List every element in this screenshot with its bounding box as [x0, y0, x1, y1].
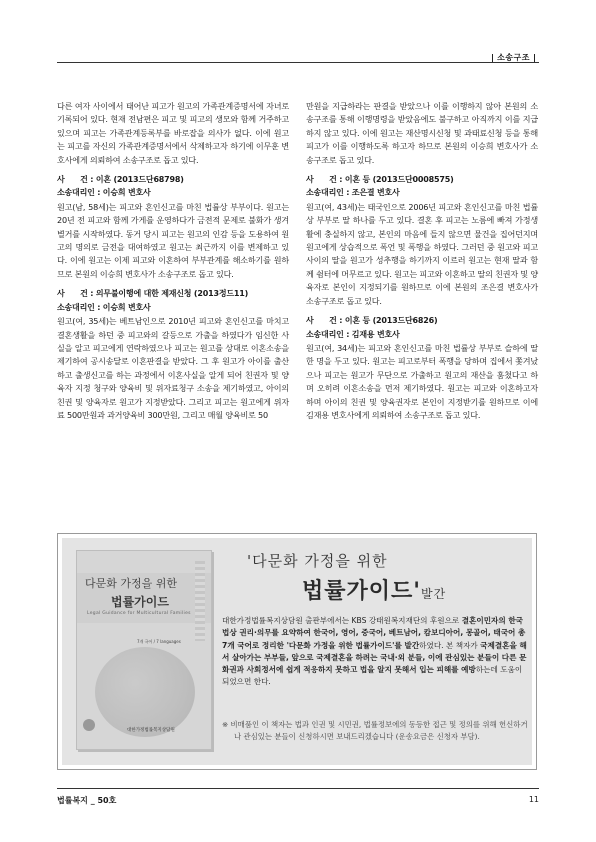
case-title: 사 건 : 이혼 (2013드단68798): [57, 175, 184, 185]
cover-title-line1: 다문화 가정을 위한: [85, 577, 178, 590]
body-emphasis: 결혼이민자의 한국법상 권리·의무를 요약하여 한국어, 영어, 중국어, 베트남어, 캄보디아어, 몽골어, 태국어 총 7개 국어로 정리한 '다문화 가정을 위한 법률가이드'를 발간: [222, 616, 526, 650]
case-block: [57, 287, 289, 422]
section-label-text: 소송구조: [497, 53, 530, 62]
footer-publication: 법률복지 _ 50호: [57, 796, 117, 805]
right-column: [306, 100, 538, 422]
section-label: [488, 52, 539, 63]
left-column: [57, 100, 289, 422]
cover-subtitle: Legal Guidance for Multicultural Families: [87, 611, 191, 616]
right-intro-paragraph: 만원을 지급하라는 판결을 받았으나 이를 이행하지 않아 본원의 소송구조를 통해 이행명령을 받았음에도 불구하고 아직까지 이를 지급하지 않고 있다. 이에 원고는 재산명시신청 및 과태료신청 등을 통해 피고가 이를 이행하도록 하고자 하므로 본원의 이승희 변호사가 소송구조로 돕고 있다.: [306, 101, 538, 165]
case-title: 사 건 : 의무불이행에 대한 제재신청 (2013정드11): [57, 289, 249, 299]
case-agent: 소송대리인 : 조은결 변호사: [306, 188, 400, 198]
cover-title-line2: 법률가이드: [111, 595, 169, 609]
header-rule: [57, 62, 539, 63]
case-text: 원고(여, 43세)는 태국인으로 2006년 피고와 혼인신고를 마친 법률상 부부로 딸 하나를 두고 있다. 결혼 후 피고는 노름에 빠져 가정생활에 충실하지 않고, 본인의 마음에 들지 않으면 물건을 집어던지며 원고에게 상습적으로 폭언 및 폭행을 하였다. 그러던 중 원고와 피고 사이의 딸을 원고가 성추행을 하기까지 이르러 원고는 현재 딸과 함께 쉼터에 머무르고 있다. 원고는 피고와 이혼하고 딸의 친권자 및 양육자로 본인이 지정되기를 원하므로 이에 본원의 조은결 변호사가 소송구조로 돕고 있다.: [306, 201, 538, 306]
case-agent: 소송대리인 : 이승희 변호사: [57, 302, 151, 312]
body-text: 하였다. 본 책자가: [419, 640, 481, 650]
body-text: 하는데 도움이 되었으면 한다.: [222, 665, 523, 687]
case-text: 원고(여, 35세)는 베트남인으로 2010년 피고와 혼인신고를 마치고 결혼생활을 하던 중 피고와의 갈등으로 가출을 하였다가 임신한 사실을 알고 피고에게 연락하였으나 피고는 원고를 상대로 이혼소송을 제기하여 공시송달로 이혼판결을 받았다. 그 후 원고가 아이를 출산하고 출생신고를 하는 과정에서 이혼사실을 알게 되어 친권자 및 양육자 지정 청구와 양육비 및 위자료청구 소송을 제기하였고, 아이의 친권 및 양육자로 원고가 지정받았다. 그리고 피고는 원고에게 위자료 500만원과 과거양육비 300만원, 그리고 매월 양육비로 50: [57, 316, 289, 420]
body-emphasis: 국제결혼을 해서 살아가는 부부들, 앞으로 국제결혼을 하려는 국내·외 분들, 이에 관심있는 분들이 다른 문화권과 사회정서에 쉽게 적응하지 못하고 법을 알지 못해서 입는 피해를 예방: [222, 640, 527, 675]
headline-suffix: 발간: [421, 587, 447, 601]
case-text: 원고(남, 58세)는 피고와 혼인신고를 마친 법률상 부부이다. 원고는 20년 전 피고와 함께 가게를 운영하다가 금전적 문제로 불화가 생겨 별거를 시작하였다. 동거 당시 피고는 원고의 인감 등을 도용하여 원고의 명의로 금전을 대여하였고 원고는 최근까지 이를 변제하고 있다. 이에 원고는 이제 피고와 이혼하여 부부관계를 해소하기를 원하므로 본원의 이승희 변호사가 소송구조로 돕고 있다.: [57, 201, 289, 279]
case-agent: 소송대리인 : 김재용 변호사: [306, 329, 400, 339]
case-text: 원고(여, 34세)는 피고와 혼인신고를 마친 법률상 부부로 슬하에 딸 한 명을 두고 있다. 원고는 피고로부터 폭행을 당하며 집에서 쫓겨났으나 피고는 원고가 무단으로 가출하고 원고의 재산을 훔쳤다고 하며 오히려 이혼소송을 먼저 제기하였다. 원고는 피고와 이혼하고자 하며 아이의 친권 및 양육권자로 본인이 지정받기를 원하므로 이에 김재용 변호사에게 의뢰하여 소송구조로 돕고 있다.: [306, 342, 538, 420]
cover-publisher: 대한가정법률복지상담원: [127, 728, 175, 733]
body-text: 대한가정법률복지상담원 출판부에서는 KBS 강태원복지재단의 후원으로: [222, 616, 462, 625]
headline-main-text: 법률가이드': [302, 579, 421, 604]
announcement-note: ※ 비매품인 이 책자는 법과 인권 및 시민권, 법률정보에의 동등한 접근 및 정의를 위해 헌신하거나 관심있는 분들이 신청하시면 보내드리겠습니다 (운송요금은 신청자 부담).: [222, 720, 528, 742]
globe-icon: [95, 647, 195, 737]
book-cover-image: [76, 550, 212, 750]
case-title: 사 건 : 이혼 등 (2013드단0008575): [306, 175, 454, 185]
case-block: [57, 173, 289, 281]
cover-strip: [195, 561, 205, 641]
announcement-headline-main: [302, 574, 446, 605]
page-number: 11: [528, 795, 539, 804]
announcement-body: [222, 615, 528, 689]
book-announcement-box: [57, 533, 537, 770]
case-block: [306, 314, 538, 422]
left-intro-paragraph: 다른 여자 사이에서 태어난 피고가 원고의 가족관계증명서에 자녀로 기록되어 있다. 현재 전남편은 피고 및 피고의 생모와 함께 거주하고 있으며 피고는 가족관계등록부를 바로잡을 의사가 없다. 이에 원고는 피고를 자신의 가족관계증명서에서 삭제하고자 하기에 이무훈 변호사에게 의뢰하여 소송구조로 돕고 있다.: [57, 101, 289, 165]
announcement-headline-top: '다문화 가정을 위한: [247, 552, 388, 570]
case-title: 사 건 : 이혼 등 (2013드단6826): [306, 316, 438, 326]
publisher-logo-icon: [83, 719, 95, 731]
case-agent: 소송대리인 : 이승희 변호사: [57, 188, 151, 198]
cover-languages: 7개 국어 / 7 languages: [137, 639, 181, 644]
case-block: [306, 173, 538, 308]
footer-rule: [57, 788, 539, 789]
announcement-background: [62, 538, 532, 765]
